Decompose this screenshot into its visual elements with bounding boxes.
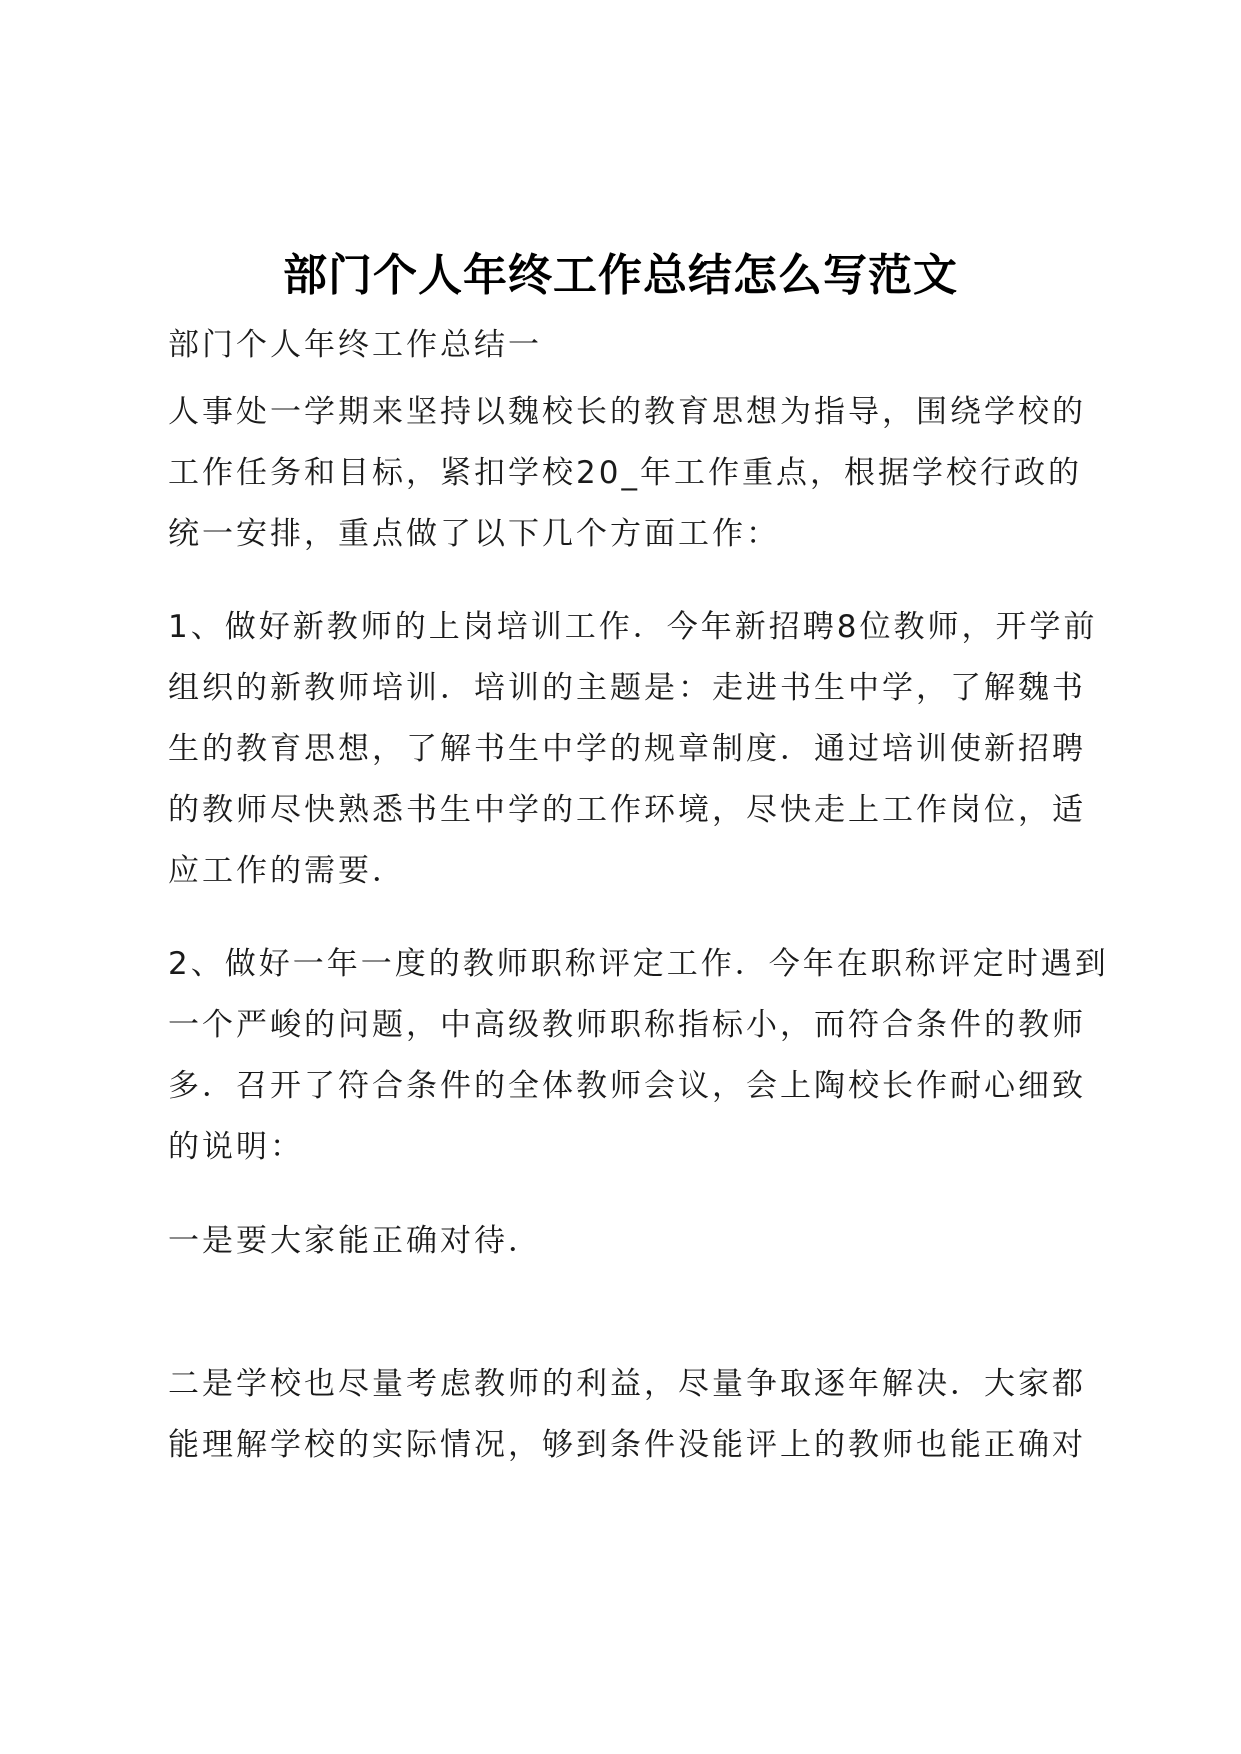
paragraph-line: 人事处一学期来坚持以魏校长的教育思想为指导，围绕学校的 [168,394,1086,430]
paragraph-line: 一是要大家能正确对待． [168,1223,542,1259]
paragraph-line: 1、做好新教师的上岗培训工作．今年新招聘8位教师，开学前 [168,609,1098,645]
paragraph-5 [168,1354,1088,1476]
paragraph-3 [168,934,1109,1178]
section-subtitle: 部门个人年终工作总结一 [168,327,542,363]
paragraph-line: 的说明： [168,1129,304,1165]
paragraph-line: 的教师尽快熟悉书生中学的工作环境，尽快走上工作岗位，适 [168,792,1086,828]
paragraph-line: 能理解学校的实际情况，够到条件没能评上的教师也能正确对 [168,1427,1086,1463]
paragraph-line: 统一安排，重点做了以下几个方面工作： [168,516,780,552]
paragraph-line: 2、做好一年一度的教师职称评定工作．今年在职称评定时遇到 [168,946,1109,982]
paragraph-1 [168,382,1088,565]
paragraph-line: 多．召开了符合条件的全体教师会议，会上陶校长作耐心细致 [168,1068,1086,1104]
paragraph-line: 组织的新教师培训．培训的主题是：走进书生中学，了解魏书 [168,670,1086,706]
paragraph-2 [168,597,1098,902]
paragraph-line: 一个严峻的问题，中高级教师职称指标小，而符合条件的教师 [168,1007,1086,1043]
paragraph-line: 生的教育思想，了解书生中学的规章制度．通过培训使新招聘 [168,731,1086,767]
paragraph-line: 二是学校也尽量考虑教师的利益，尽量争取逐年解决．大家都 [168,1366,1086,1402]
document-title: 部门个人年终工作总结怎么写范文 [283,250,958,301]
paragraph-line: 应工作的需要． [168,853,406,889]
paragraph-line: 工作任务和目标，紧扣学校20_年工作重点，根据学校行政的 [168,455,1082,491]
paragraph-4 [168,1211,1088,1272]
